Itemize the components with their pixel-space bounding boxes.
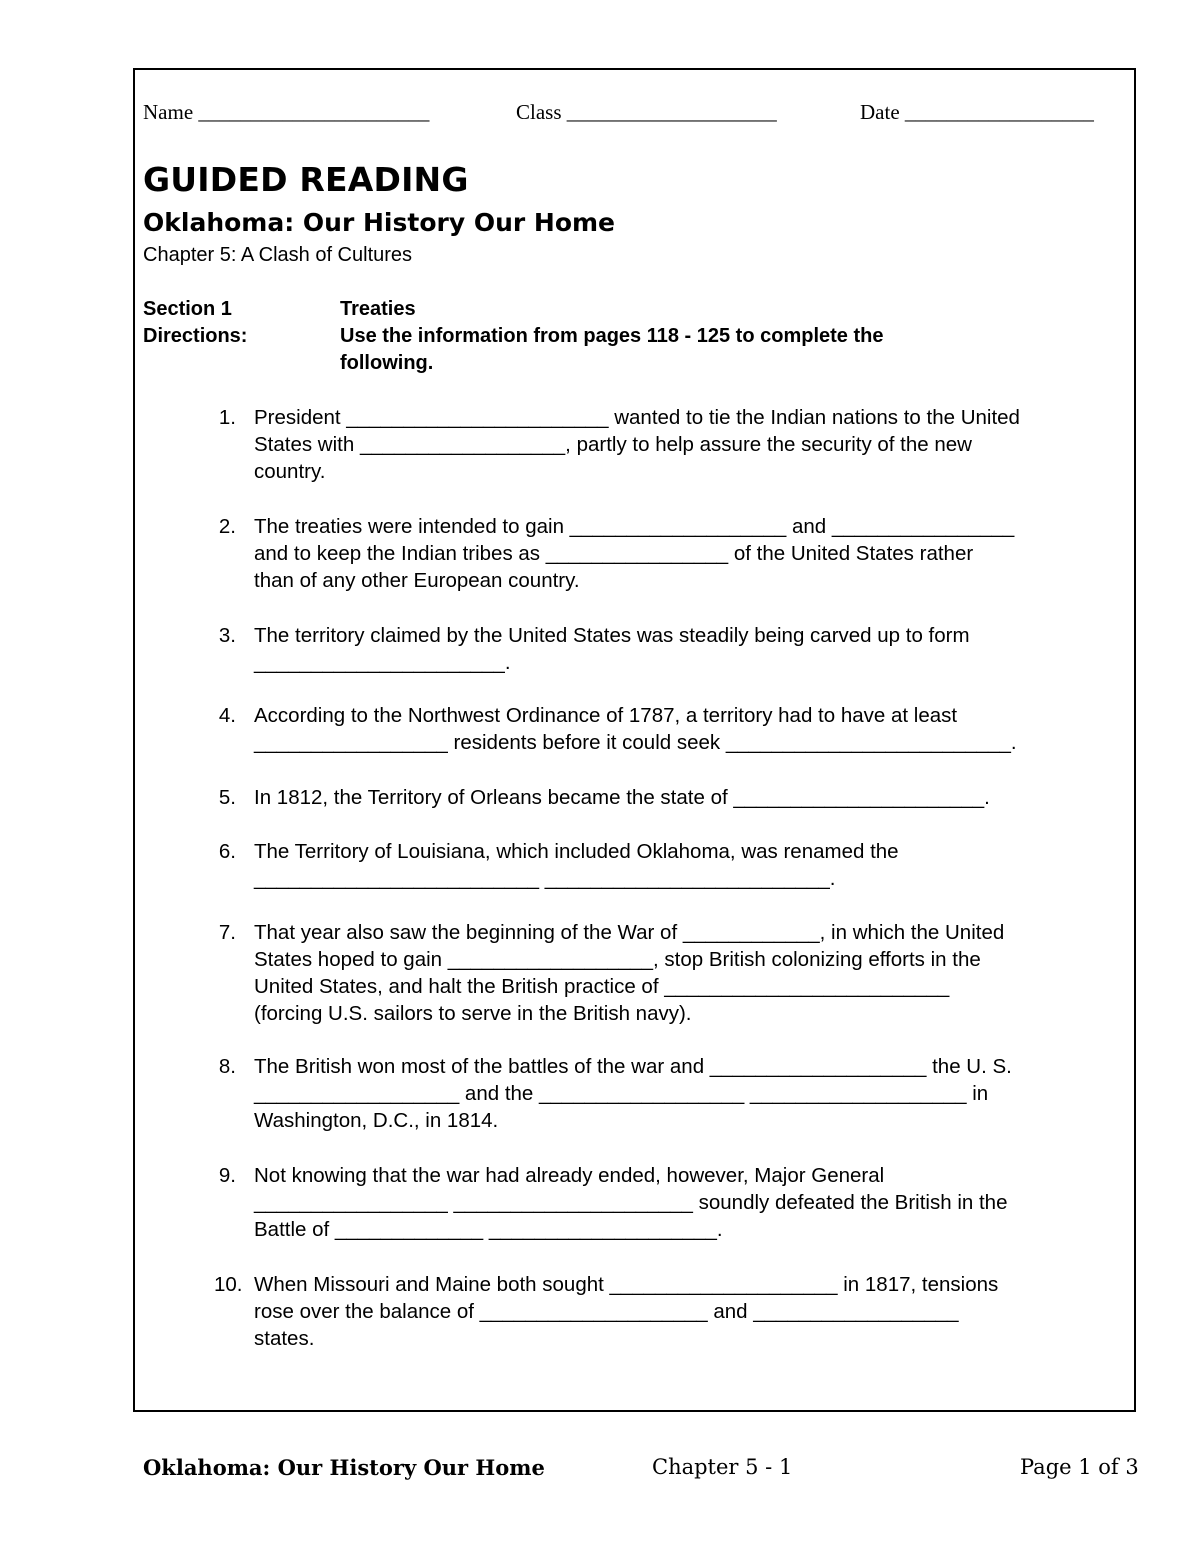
question-line: _________________________ _________________________. [254,867,836,890]
question-number: 6. [218,840,236,863]
question-line: President _______________________ wanted to tie the Indian nations to the United [254,406,1020,429]
date-field[interactable]: Date __________________ [860,100,1094,124]
question-line: and to keep the Indian tribes as ________________ of the United States rather [254,542,974,565]
question-line: The treaties were intended to gain ___________________ and ________________ [254,515,1015,538]
section-label: Section 1 [143,298,232,320]
question-line: than of any other European country. [254,569,580,592]
question-line: _________________ _____________________ soundly defeated the British in the [254,1191,1008,1214]
question-number: 9. [218,1164,236,1187]
footer-page-number: Page 1 of 3 [1020,1455,1139,1479]
question-line: According to the Northwest Ordinance of 1787, a territory had to have at least [254,704,958,727]
footer-chapter: Chapter 5 - 1 [652,1455,793,1479]
question-line: In 1812, the Territory of Orleans became the state of ______________________. [254,786,990,809]
question-line: United States, and halt the British practice of _________________________ [254,975,950,998]
name-field[interactable]: Name ______________________ [143,100,430,124]
question-line: (forcing U.S. sailors to serve in the British navy). [254,1002,692,1025]
class-field[interactable]: Class ____________________ [516,100,777,124]
question-line: Washington, D.C., in 1814. [254,1109,499,1132]
question-line: That year also saw the beginning of the War of ____________, in which the United [254,921,1005,944]
question-line: The territory claimed by the United States was steadily being carved up to form [254,624,970,647]
question-line: Battle of _____________ ____________________. [254,1218,723,1241]
question-number: 3. [218,624,236,647]
book-title: Oklahoma: Our History Our Home [143,208,616,237]
question-number: 1. [218,406,236,429]
page-title: GUIDED READING [143,160,469,199]
question-line: The Territory of Louisiana, which included Oklahoma, was renamed the [254,840,899,863]
question-number: 7. [218,921,236,944]
question-line: States with __________________, partly to help assure the security of the new [254,433,972,456]
question-number: 2. [218,515,236,538]
footer-book-title: Oklahoma: Our History Our Home [143,1455,545,1480]
question-line: ______________________. [254,651,511,674]
section-title: Treaties [340,298,416,320]
question-line: rose over the balance of ____________________ and __________________ [254,1300,959,1323]
question-line: Not knowing that the war had already ended, however, Major General [254,1164,885,1187]
question-line: states. [254,1327,315,1350]
directions-label: Directions: [143,325,248,347]
question-number: 4. [218,704,236,727]
question-number: 5. [218,786,236,809]
question-line: _________________ residents before it could seek _________________________. [254,731,1017,754]
question-line: States hoped to gain __________________, stop British colonizing efforts in the [254,948,981,971]
question-line: __________________ and the __________________ ___________________ in [254,1082,989,1105]
question-line: country. [254,460,326,483]
question-number: 8. [218,1055,236,1078]
question-line: When Missouri and Maine both sought ____________________ in 1817, tensions [254,1273,999,1296]
question-number: 10. [214,1273,243,1296]
directions-text-line-1: Use the information from pages 118 - 125 to complete the [340,325,884,347]
chapter-heading: Chapter 5: A Clash of Cultures [143,244,413,266]
question-line: The British won most of the battles of the war and ___________________ the U. S. [254,1055,1012,1078]
directions-text-line-2: following. [340,352,434,374]
